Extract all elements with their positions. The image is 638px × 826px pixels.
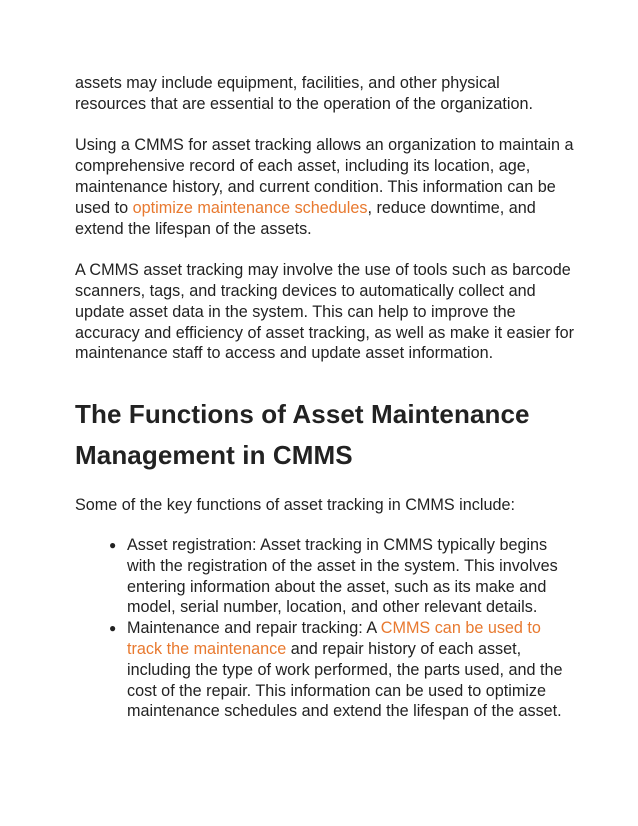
functions-list xyxy=(75,535,575,722)
list-intro: Some of the key functions of asset tracking in CMMS include: xyxy=(75,496,515,515)
list-item-asset-registration xyxy=(109,535,575,618)
document-page xyxy=(75,73,575,722)
optimize-maintenance-link[interactable]: optimize maintenance schedules xyxy=(132,198,368,217)
list-item-maintenance-tracking xyxy=(109,618,575,722)
list-item-text: and repair history of each asset, including the type of work performed, the parts used, and the cost of the repair. This information can be used to optimize maintenance schedules and extend the lifespan of the asset. xyxy=(127,639,563,721)
paragraph-tracking-tools: A CMMS asset tracking may involve the use of tools such as barcode scanners, tags, and tracking devices to automatically collect and update asset data in the system. This can help to improve the accuracy and efficiency of asset tracking, as well as make it easier for maintenance staff to access and update asset information. xyxy=(75,261,575,363)
paragraph-assets-description: assets may include equipment, facilities, and other physical resources that are essential to the operation of the organization. xyxy=(75,74,534,113)
bullet-icon: ● xyxy=(109,621,117,636)
section-heading: The Functions of Asset Maintenance Management in CMMS xyxy=(75,399,530,471)
bullet-icon: ● xyxy=(109,537,117,552)
list-item-text: Asset registration: Asset tracking in CMMS typically begins with the registration of the asset in the system. This involves entering information about the asset, such as its make and model, serial number, location, and other relevant details. xyxy=(127,535,558,617)
list-item-text: Maintenance and repair tracking: A xyxy=(127,619,381,638)
paragraph-text: Using a CMMS for asset tracking allows an organization to maintain a comprehensive record of each asset, including its location, age, maintenance history, and current condition. This information can be used to xyxy=(75,136,574,217)
paragraph-cmms-benefits xyxy=(75,135,575,239)
cmms-track-maintenance-link[interactable]: CMMS can be used to track the maintenance xyxy=(127,619,541,658)
paragraph-text: , reduce downtime, and extend the lifespan of the assets. xyxy=(75,198,536,238)
